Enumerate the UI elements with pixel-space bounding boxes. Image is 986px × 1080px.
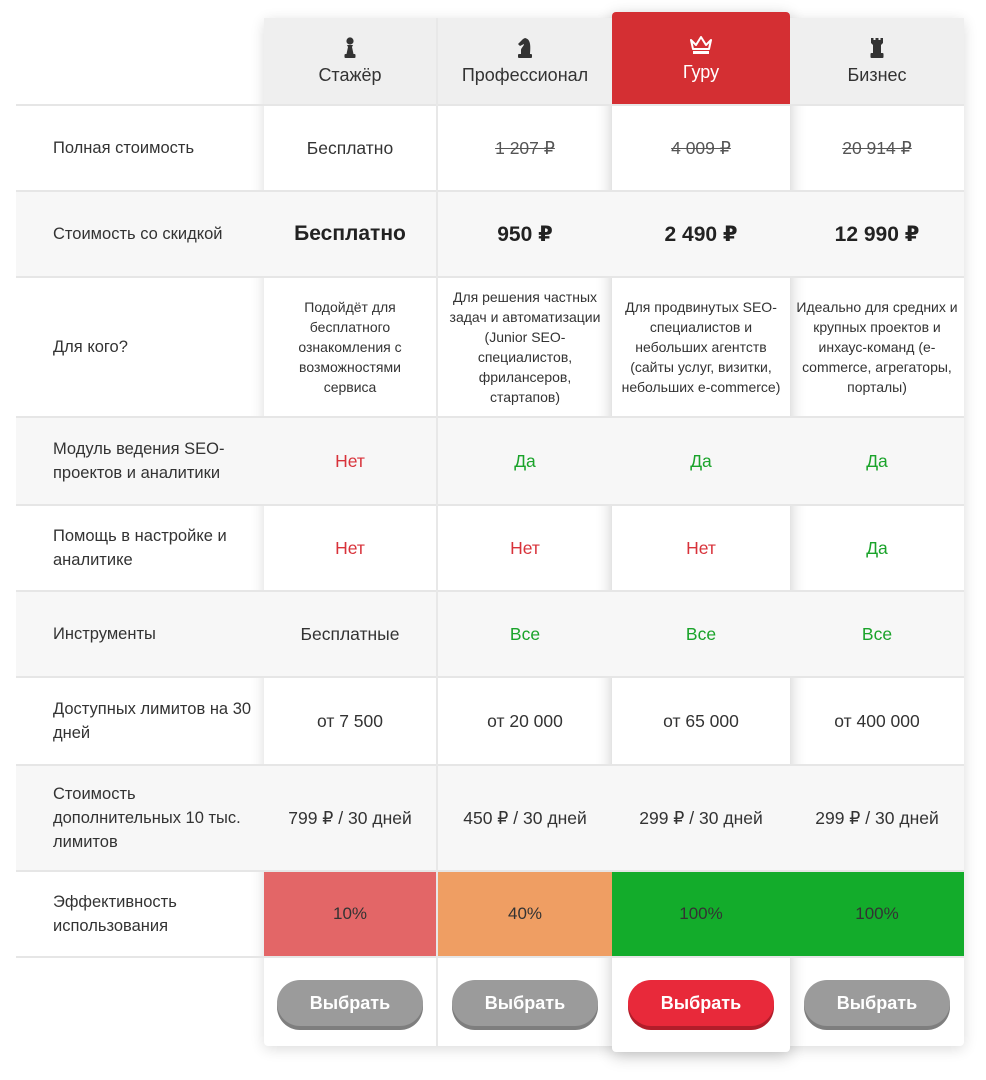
- audience-value: Подойдёт для бесплатного ознакомления с возможностями сервиса: [298, 299, 402, 395]
- old-price: 4 009 ₽: [671, 137, 731, 158]
- extra-cost-value: 299 ₽ / 30 дней: [815, 807, 939, 828]
- extra-cost-value: 299 ₽ / 30 дней: [639, 807, 763, 828]
- row-label-tools: Инструменты: [53, 625, 156, 643]
- limits-value: от 400 000: [834, 710, 920, 731]
- plan-header-professional: [438, 18, 612, 104]
- help-value: Нет: [335, 537, 365, 558]
- seo-module-value: Да: [514, 450, 536, 471]
- tools-value: Все: [509, 623, 541, 644]
- select-guru-button[interactable]: Выбрать: [628, 980, 774, 1026]
- row-label-help: Помощь в настройке и аналитике: [53, 527, 227, 569]
- audience-value: Для продвинутых SEO-специалистов и небольших агентств (сайты услуг, визитки, небольших e-commerce): [621, 299, 781, 395]
- select-business-button[interactable]: Выбрать: [804, 980, 950, 1026]
- plan-name: Профессионал: [461, 64, 589, 85]
- button-cell: [790, 958, 964, 1048]
- button-cell: [612, 958, 790, 1048]
- button-cell: [438, 958, 612, 1048]
- row-label-efficiency: Эффективность использования: [53, 893, 177, 935]
- row-label-extra-cost: Стоимость дополнительных 10 тыс. лимитов: [53, 785, 241, 851]
- tools-value: Все: [685, 623, 717, 644]
- full-price-value: [438, 106, 612, 190]
- efficiency-value: 100%: [679, 904, 723, 923]
- row-label-discount-price: Стоимость со скидкой: [53, 225, 223, 243]
- row-label-audience: Для кого?: [53, 338, 128, 356]
- tools-value: Бесплатные: [300, 623, 400, 644]
- tools-value: Все: [861, 623, 893, 644]
- seo-module-value: Да: [866, 450, 888, 471]
- discount-price-value: 2 490 ₽: [664, 222, 738, 246]
- extra-cost-value: 450 ₽ / 30 дней: [463, 807, 587, 828]
- plan-name: Бизнес: [847, 64, 907, 85]
- efficiency-value: 100%: [855, 904, 899, 923]
- audience-value: Для решения частных задач и автоматизации (Junior SEO-специалистов, фрилансеров, стартапов): [449, 289, 601, 405]
- select-professional-button[interactable]: Выбрать: [452, 980, 598, 1026]
- crown-icon: [690, 34, 712, 56]
- full-price-value: [612, 106, 790, 190]
- help-value: Нет: [510, 537, 540, 558]
- row-label-limits: Доступных лимитов на 30 дней: [53, 700, 252, 742]
- limits-value: от 20 000: [487, 710, 563, 731]
- efficiency-value: 40%: [507, 904, 543, 923]
- limits-value: от 7 500: [316, 710, 384, 731]
- discount-price-value: 12 990 ₽: [834, 222, 920, 246]
- extra-cost-value: 799 ₽ / 30 дней: [288, 807, 412, 828]
- discount-price-value: Бесплатно: [294, 222, 406, 245]
- old-price: 1 207 ₽: [495, 137, 555, 158]
- audience-value: Идеально для средних и крупных проектов и инхаус-команд (e-commerce, агрегаторы, порталы): [796, 299, 958, 395]
- help-value: Да: [866, 537, 888, 558]
- row-label-full-price: Полная стоимость: [53, 139, 195, 157]
- knight-icon: [514, 37, 536, 59]
- rook-icon: [866, 37, 888, 59]
- old-price: 20 914 ₽: [842, 137, 912, 158]
- efficiency-value: 10%: [332, 904, 368, 923]
- plan-name: Стажёр: [318, 64, 382, 85]
- full-price-value: [790, 106, 964, 190]
- row-label-seo-module: Модуль ведения SEO-проектов и аналитики: [53, 440, 225, 482]
- seo-module-value: Нет: [335, 450, 365, 471]
- plan-header-guru: [612, 12, 790, 104]
- discount-price-value: 950 ₽: [497, 222, 553, 246]
- plan-name: Гуру: [682, 61, 720, 82]
- plan-header-business: [790, 18, 964, 104]
- button-cell: [264, 958, 436, 1048]
- pawn-icon: [339, 37, 361, 59]
- help-value: Нет: [686, 537, 716, 558]
- full-price-value: Бесплатно: [306, 137, 394, 158]
- plan-header-stazher: [264, 18, 436, 104]
- limits-value: от 65 000: [663, 710, 739, 731]
- seo-module-value: Да: [690, 450, 712, 471]
- select-stazher-button[interactable]: Выбрать: [277, 980, 423, 1026]
